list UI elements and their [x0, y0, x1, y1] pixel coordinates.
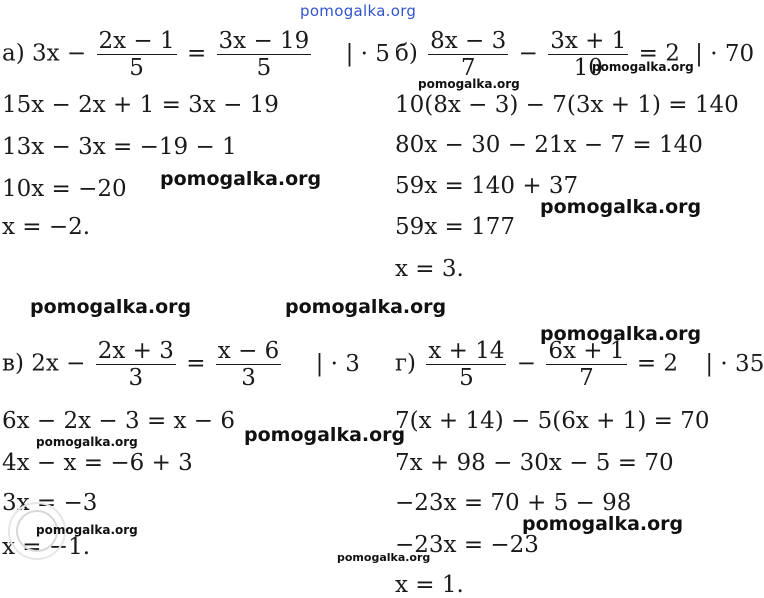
problem-g-rhs: = 2: [636, 350, 679, 377]
problem-g-fraction-2: [546, 338, 626, 391]
watermark: pomogalka.org: [592, 60, 694, 74]
fraction-denominator: 5: [129, 55, 144, 81]
problem-b-step-1: 10(8x − 3) − 7(3x + 1) = 140: [395, 92, 739, 118]
minus-sign: −: [518, 40, 538, 67]
problem-a-label: а): [2, 40, 25, 67]
fraction-denominator: 5: [459, 365, 474, 391]
problem-b-equation: [395, 28, 754, 81]
problem-b-fraction-1: [428, 28, 508, 81]
problem-a-multiplier: | · 5: [345, 40, 390, 67]
problem-a-step-1: 15x − 2x + 1 = 3x − 19: [2, 92, 279, 118]
fraction-numerator: 8x − 3: [430, 28, 507, 54]
watermark: pomogalka.org: [540, 323, 702, 345]
problem-v-answer: x = −1.: [2, 534, 91, 560]
fraction-numerator: 3x − 19: [218, 28, 310, 54]
problem-b-step-2: 80x − 30 − 21x − 7 = 140: [395, 132, 703, 158]
problem-a-step-2: 13x − 3x = −19 − 1: [2, 134, 237, 160]
fraction-numerator: 2x + 3: [97, 338, 174, 364]
equals-sign: =: [186, 350, 206, 377]
problem-v-multiplier: | · 3: [315, 350, 360, 377]
problem-v-prefix: 2x −: [31, 350, 86, 377]
problem-b-rhs: = 2: [638, 40, 680, 67]
fraction-denominator: 7: [460, 55, 476, 81]
problem-v-step-3: 3x = −3: [2, 490, 98, 516]
fraction-denominator: 3: [128, 365, 144, 391]
watermark: pomogalka.org: [160, 168, 322, 190]
watermark: pomogalka.org: [337, 551, 431, 564]
watermark: pomogalka.org: [418, 77, 520, 91]
fraction-numerator: x + 14: [428, 338, 505, 364]
watermark: pomogalka.org: [30, 296, 192, 318]
problem-g-step-4: −23x = −23: [395, 532, 539, 558]
problem-g-step-2: 7x + 98 − 30x − 5 = 70: [395, 450, 674, 476]
problem-g-answer: x = 1.: [395, 572, 464, 598]
minus-sign: −: [516, 350, 537, 377]
problem-b-answer: x = 3.: [395, 256, 464, 282]
problem-b-step-3: 59x = 140 + 37: [395, 173, 579, 199]
watermark: pomogalka.org: [244, 424, 406, 446]
problem-g-equation: [395, 338, 764, 391]
fraction-denominator: 3: [241, 365, 256, 391]
watermark: pomogalka.org: [285, 296, 447, 318]
problem-v-equation: [2, 338, 360, 391]
problem-a-fraction-1: [97, 28, 177, 81]
problem-b-step-4: 59x = 177: [395, 214, 516, 240]
fraction-numerator: x − 6: [217, 338, 280, 364]
problem-a-prefix: 3x −: [32, 40, 87, 67]
fraction-numerator: 3x + 1: [550, 28, 627, 54]
fraction-denominator: 10: [573, 55, 603, 81]
problem-v-step-1: 6x − 2x − 3 = x − 6: [2, 408, 236, 434]
fraction-denominator: 5: [256, 55, 272, 81]
problem-a-equation: [2, 28, 390, 81]
problem-g-step-3: −23x = 70 + 5 − 98: [395, 490, 632, 516]
problem-b-multiplier: | · 70: [695, 40, 755, 67]
watermark: pomogalka.org: [540, 196, 702, 218]
problem-b-label: б): [395, 40, 418, 67]
problem-g-fraction-1: [426, 338, 506, 391]
problem-a-answer: x = −2.: [2, 214, 91, 240]
problem-g-multiplier: | · 35: [705, 350, 764, 377]
fraction-denominator: 7: [579, 365, 594, 391]
problem-v-label: в): [2, 350, 24, 377]
problem-g-step-1: 7(x + 14) − 5(6x + 1) = 70: [395, 408, 710, 434]
equals-sign: =: [186, 40, 207, 67]
watermark: pomogalka.org: [36, 523, 138, 537]
problem-v-fraction-2: [216, 338, 282, 391]
site-header: pomogalka.org: [300, 2, 417, 20]
fraction-numerator: 2x − 1: [98, 28, 175, 54]
fraction-numerator: 6x + 1: [548, 338, 625, 364]
problem-a-fraction-2: [217, 28, 312, 81]
problem-g-label: г): [395, 350, 417, 377]
problem-v-step-2: 4x − x = −6 + 3: [2, 450, 193, 476]
watermark: pomogalka.org: [36, 435, 138, 449]
problem-a-step-3: 10x = −20: [2, 176, 127, 202]
problem-v-fraction-1: [96, 338, 176, 391]
watermark: pomogalka.org: [522, 513, 684, 535]
